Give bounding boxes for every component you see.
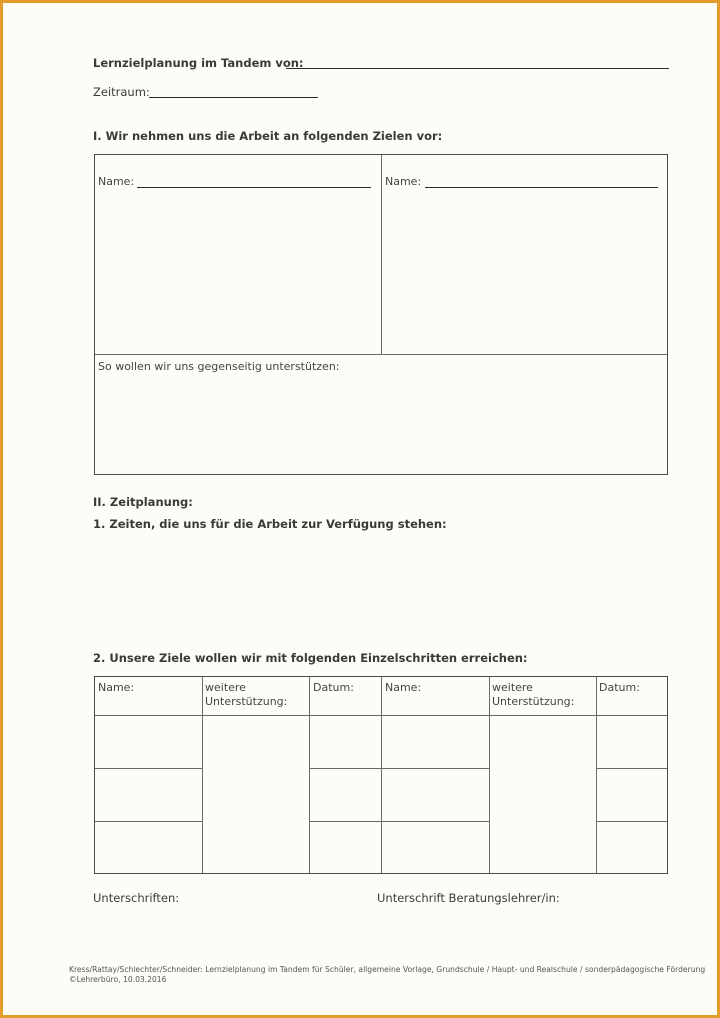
tandem-title-label: Lernzielplanung im Tandem von: xyxy=(93,56,304,70)
col-header-support-1: weitere Unterstützung: xyxy=(205,681,288,708)
col-header-date-1: Datum: xyxy=(313,681,354,694)
schedule-heading: II. Zeitplanung: xyxy=(93,495,193,509)
period-label: Zeitraum: xyxy=(93,85,150,99)
available-times-area[interactable] xyxy=(93,537,669,637)
row-sep-b3 xyxy=(596,821,667,822)
goals-divider-horizontal xyxy=(95,354,667,355)
goal-name-left-label: Name: xyxy=(98,175,135,188)
tandem-names-line[interactable] xyxy=(286,68,669,69)
goal-name-left-line[interactable] xyxy=(137,187,371,188)
col-header-name-2: Name: xyxy=(385,681,422,694)
row-sep-a3 xyxy=(596,768,667,769)
col-sep-4 xyxy=(489,677,490,873)
goals-heading: I. Wir nehmen uns die Arbeit an folgenden Zielen vor: xyxy=(93,129,443,143)
counselor-signature-label: Unterschrift Beratungslehrer/in: xyxy=(377,891,560,905)
goal-name-right-label: Name: xyxy=(385,175,422,188)
document-page xyxy=(3,3,717,1015)
goals-box xyxy=(94,154,668,475)
row-sep-a1 xyxy=(95,768,202,769)
col-sep-2 xyxy=(309,677,310,873)
support-label: So wollen wir uns gegenseitig unterstützen: xyxy=(98,360,340,373)
signatures-label: Unterschriften: xyxy=(93,891,180,905)
row-sep-b2 xyxy=(309,821,489,822)
goal-name-right-line[interactable] xyxy=(425,187,658,188)
col-header-name-1: Name: xyxy=(98,681,135,694)
col-header-support-2: weitere Unterstützung: xyxy=(492,681,575,708)
col-sep-5 xyxy=(596,677,597,873)
footer-copyright: ©Lehrerbüro, 10.03.2016 xyxy=(69,975,167,984)
col-sep-3 xyxy=(381,677,382,873)
available-times-heading: 1. Zeiten, die uns für die Arbeit zur Verfügung stehen: xyxy=(93,517,447,531)
col-sep-1 xyxy=(202,677,203,873)
goal-left-area[interactable] xyxy=(97,197,379,351)
goals-divider-vertical xyxy=(381,155,382,354)
support-area[interactable] xyxy=(97,377,665,471)
footer-credits: Kress/Rattay/Schlechter/Schneider: Lernzielplanung im Tandem für Schüler, allgemeine Vorlage, Grundschule / Haupt- und Realschule / sonderpädagogische Förderung xyxy=(69,965,706,974)
period-line[interactable] xyxy=(149,97,318,98)
col-header-date-2: Datum: xyxy=(599,681,640,694)
steps-table xyxy=(94,676,668,874)
header-sep xyxy=(95,715,667,716)
goal-right-area[interactable] xyxy=(384,197,665,351)
steps-heading: 2. Unsere Ziele wollen wir mit folgenden Einzelschritten erreichen: xyxy=(93,651,528,665)
row-sep-b1 xyxy=(95,821,202,822)
row-sep-a2 xyxy=(309,768,489,769)
